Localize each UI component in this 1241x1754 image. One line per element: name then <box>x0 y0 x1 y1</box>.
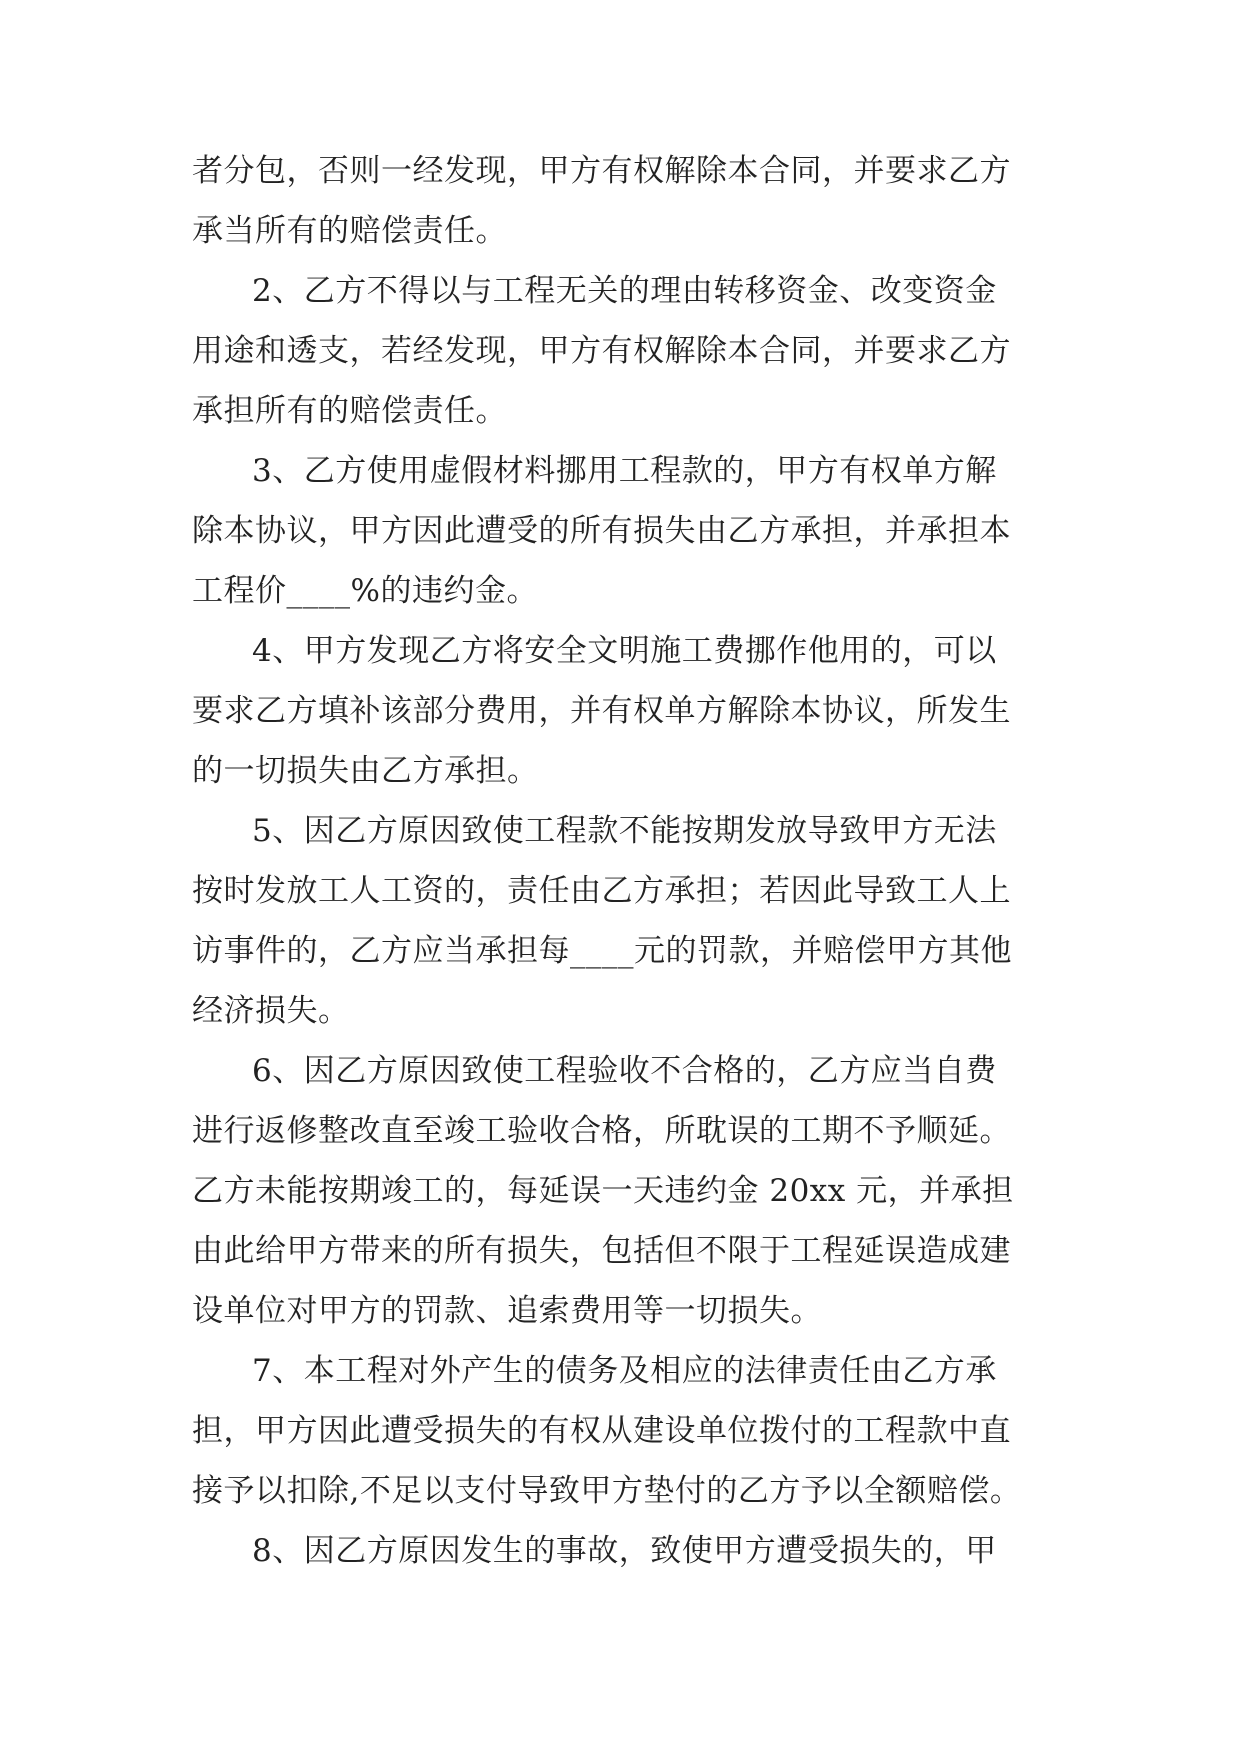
text-line: 5、因乙方原因致使工程款不能按期发放导致甲方无法 <box>252 813 997 849</box>
text-line: 2、乙方不得以与工程无关的理由转移资金、改变资金 <box>252 273 997 309</box>
text-line: 进行返修整改直至竣工验收合格，所耽误的工期不予顺延。 <box>192 1113 1011 1149</box>
text-line: 8、因乙方原因发生的事故，致使甲方遭受损失的，甲 <box>252 1533 997 1569</box>
text-line: 用途和透支，若经发现，甲方有权解除本合同，并要求乙方 <box>192 333 1011 369</box>
text-line: 6、因乙方原因致使工程验收不合格的，乙方应当自费 <box>252 1053 997 1089</box>
text-line: 乙方未能按期竣工的，每延误一天违约金 20xx 元，并承担 <box>192 1173 1014 1209</box>
text-line: 承担所有的赔偿责任。 <box>192 393 507 429</box>
text-line: 按时发放工人工资的，责任由乙方承担；若因此导致工人上 <box>192 873 1011 909</box>
text-line: 设单位对甲方的罚款、追索费用等一切损失。 <box>192 1293 822 1329</box>
text-line: 除本协议，甲方因此遭受的所有损失由乙方承担，并承担本 <box>192 513 1011 549</box>
text-line: 由此给甲方带来的所有损失，包括但不限于工程延误造成建 <box>192 1233 1011 1269</box>
text-line: 访事件的，乙方应当承担每____元的罚款，并赔偿甲方其他 <box>192 933 1012 969</box>
text-line: 者分包，否则一经发现，甲方有权解除本合同，并要求乙方 <box>192 153 1011 189</box>
text-line: 接予以扣除,不足以支付导致甲方垫付的乙方予以全额赔偿。 <box>192 1473 1022 1509</box>
text-line: 经济损失。 <box>192 993 350 1029</box>
text-line: 的一切损失由乙方承担。 <box>192 753 539 789</box>
text-line: 承当所有的赔偿责任。 <box>192 213 507 249</box>
text-line: 3、乙方使用虚假材料挪用工程款的，甲方有权单方解 <box>252 453 997 489</box>
text-line: 7、本工程对外产生的债务及相应的法律责任由乙方承 <box>252 1353 997 1389</box>
text-line: 担，甲方因此遭受损失的有权从建设单位拨付的工程款中直 <box>192 1413 1011 1449</box>
text-line: 工程价____%的违约金。 <box>192 573 538 609</box>
text-line: 4、甲方发现乙方将安全文明施工费挪作他用的，可以 <box>252 633 997 669</box>
text-line: 要求乙方填补该部分费用，并有权单方解除本协议，所发生 <box>192 693 1011 729</box>
